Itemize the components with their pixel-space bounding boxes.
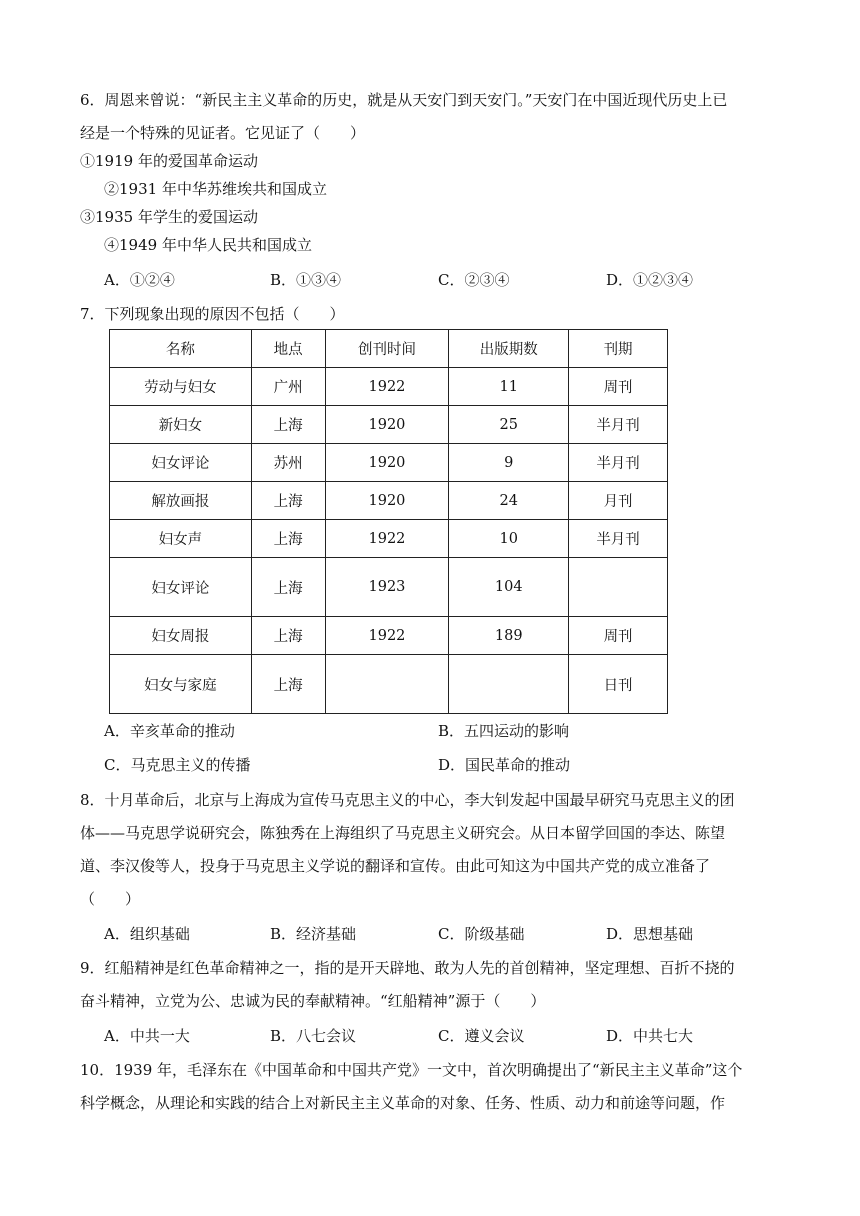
table-cell: 上海: [251, 558, 325, 617]
table-cell: 1922: [325, 368, 449, 406]
q9-line2: 奋斗精神，立党为公、忠诚为民的奉献精神。“红船精神”源于（ ）: [80, 992, 546, 1010]
table-cell: 1923: [325, 558, 449, 617]
table-cell: 1920: [325, 444, 449, 482]
table-row: [110, 520, 668, 558]
q10-line1: 10．1939 年，毛泽东在《中国革命和中国共产党》一文中，首次明确提出了“新民主主义革命”这个: [80, 1061, 743, 1079]
table-header-row: [110, 330, 668, 368]
q9-option-d: D．中共七大: [606, 1027, 694, 1045]
q7-option-d: D．国民革命的推动: [438, 756, 571, 774]
table-cell: [449, 655, 569, 714]
table-row: [110, 406, 668, 444]
table-cell: 25: [449, 406, 569, 444]
table-cell: 周刊: [569, 617, 668, 655]
table-cell: [569, 558, 668, 617]
table-row: [110, 444, 668, 482]
q9-line1: 9．红船精神是红色革命精神之一，指的是开天辟地、敢为人先的首创精神，坚定理想、百折不挠的: [80, 959, 735, 977]
q6-option-a: A．①②④: [104, 271, 175, 289]
q8-option-a: A．组织基础: [104, 925, 190, 943]
table-cell: 解放画报: [110, 482, 252, 520]
q8-line3: 道、李汉俊等人，投身于马克思主义学说的翻译和宣传。由此可知这为中国共产党的成立准备了: [80, 857, 711, 875]
table-cell: 半月刊: [569, 406, 668, 444]
q8-line2: 体——马克思学说研究会，陈独秀在上海组织了马克思主义研究会。从日本留学回国的李达、陈望: [80, 824, 726, 842]
table-cell: 1922: [325, 520, 449, 558]
table-cell: 新妇女: [110, 406, 252, 444]
table-cell: 上海: [251, 406, 325, 444]
table-cell: [325, 655, 449, 714]
table-cell: 半月刊: [569, 520, 668, 558]
table-cell: 上海: [251, 482, 325, 520]
header-issues: 出版期数: [449, 330, 569, 368]
table-cell: 1922: [325, 617, 449, 655]
q8-line4: （ ）: [80, 890, 141, 908]
q9-option-a: A．中共一大: [104, 1027, 190, 1045]
periodicals-table: [109, 329, 668, 714]
table-cell: 妇女周报: [110, 617, 252, 655]
table-cell: 妇女评论: [110, 444, 252, 482]
table-cell: 11: [449, 368, 569, 406]
q6-stem-line2: 经是一个特殊的见证者。它见证了（ ）: [80, 124, 366, 142]
header-name: 名称: [110, 330, 252, 368]
table-row: [110, 617, 668, 655]
q8-line1: 8．十月革命后，北京与上海成为宣传马克思主义的中心，李大钊发起中国最早研究马克思主义的团: [80, 791, 735, 809]
table-cell: 广州: [251, 368, 325, 406]
q7-option-b: B．五四运动的影响: [438, 722, 570, 740]
table-row: [110, 655, 668, 714]
table-cell: 24: [449, 482, 569, 520]
table-cell: 上海: [251, 520, 325, 558]
table-cell: 苏州: [251, 444, 325, 482]
q8-option-d: D．思想基础: [606, 925, 694, 943]
table-cell: 9: [449, 444, 569, 482]
table-cell: 104: [449, 558, 569, 617]
q7-stem: 7．下列现象出现的原因不包括（ ）: [80, 305, 345, 323]
q8-option-c: C．阶级基础: [438, 925, 525, 943]
table-cell: 1920: [325, 406, 449, 444]
table-cell: 半月刊: [569, 444, 668, 482]
table-row: [110, 368, 668, 406]
table-cell: 10: [449, 520, 569, 558]
q6-item-1: ①1919 年的爱国革命运动: [80, 152, 258, 170]
table-cell: 日刊: [569, 655, 668, 714]
header-founded: 创刊时间: [325, 330, 449, 368]
table-cell: 189: [449, 617, 569, 655]
q6-option-b: B．①③④: [270, 271, 342, 289]
table-cell: 妇女评论: [110, 558, 252, 617]
table-row: [110, 482, 668, 520]
q6-option-d: D．①②③④: [606, 271, 694, 289]
table-cell: 月刊: [569, 482, 668, 520]
table-cell: 周刊: [569, 368, 668, 406]
q9-option-b: B．八七会议: [270, 1027, 357, 1045]
q10-line2: 科学概念，从理论和实践的结合上对新民主主义革命的对象、任务、性质、动力和前途等问题，作: [80, 1094, 726, 1112]
table-cell: 妇女声: [110, 520, 252, 558]
header-location: 地点: [251, 330, 325, 368]
q6-item-4: ④1949 年中华人民共和国成立: [104, 236, 312, 254]
q9-option-c: C．遵义会议: [438, 1027, 525, 1045]
table-cell: 妇女与家庭: [110, 655, 252, 714]
q7-option-a: A．辛亥革命的推动: [104, 722, 235, 740]
q6-option-c: C．②③④: [438, 271, 510, 289]
q6-item-3: ③1935 年学生的爱国运动: [80, 208, 258, 226]
q7-option-c: C．马克思主义的传播: [104, 756, 251, 774]
table-cell: 上海: [251, 655, 325, 714]
table-row: [110, 558, 668, 617]
header-frequency: 刊期: [569, 330, 668, 368]
q6-stem-line1: 6．周恩来曾说：“新民主主义革命的历史，就是从天安门到天安门。”天安门在中国近现代历史上已: [80, 91, 728, 109]
q8-option-b: B．经济基础: [270, 925, 357, 943]
table-cell: 上海: [251, 617, 325, 655]
table-cell: 劳动与妇女: [110, 368, 252, 406]
q6-item-2: ②1931 年中华苏维埃共和国成立: [104, 180, 327, 198]
table-cell: 1920: [325, 482, 449, 520]
